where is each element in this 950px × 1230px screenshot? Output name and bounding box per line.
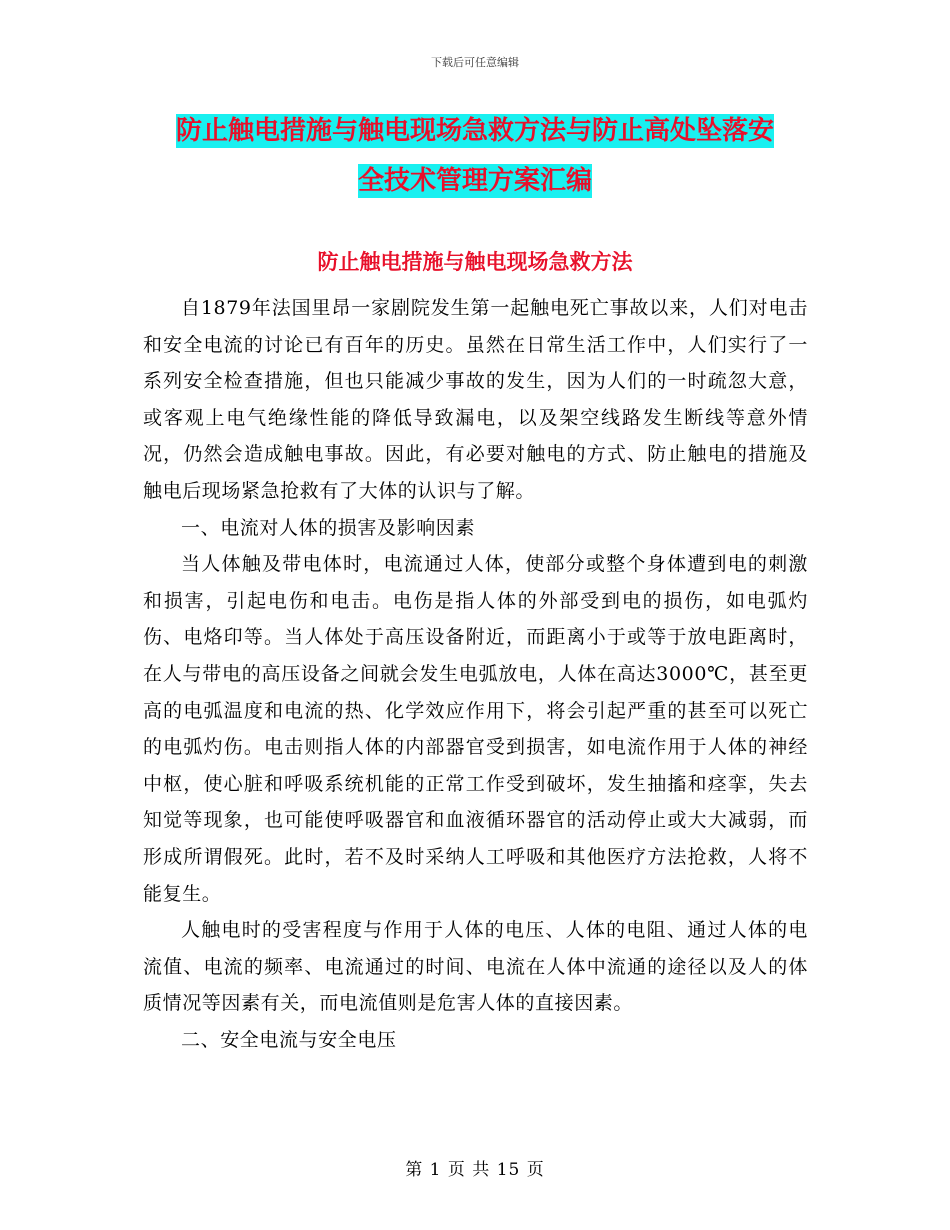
section-title: 防止触电措施与触电现场急救方法 [317,250,633,274]
page-number: 第 1 页 共 15 页 [405,1160,545,1180]
paragraph-current-harm: 当人体触及带电体时，电流通过人体，使部分或整个身体遭到电的刺激和损害，引起电伤和电击。电伤是指人体的外部受到电的损伤，如电弧灼伤、电烙印等。当人体处于高压设备附近，而距离小于或等于放电距离时，在人与带电的高压设备之间就会发生电弧放电，人体在高达3000℃，甚至更高的电弧温度和电流的热、化学效应作用下，将会引起严重的甚至可以死亡的电弧灼伤。电击则指人体的内部器官受到损害，如电流作用于人体的神经中枢，使心脏和呼吸系统机能的正常工作受到破坏，发生抽搐和痉挛，失去知觉等现象，也可能使呼吸器官和血液循环器官的活动停止或大大减弱，而形成所谓假死。此时，若不及时采纳人工呼吸和其他医疗方法抢救，人将不能复生。 [143,553,808,905]
title-line-1: 防止触电措施与触电现场急救方法与防止高处坠落安 [175,116,774,146]
paragraph-influence-factors: 人触电时的受害程度与作用于人体的电压、人体的电阻、通过人体的电流值、电流的频率、电流通过的时间、电流在人体中流通的途径以及人的体质情况等因素有关，而电流值则是危害人体的直接因素。 [143,919,808,1015]
heading-safe-current: 二、安全电流与安全电压 [181,1028,397,1051]
title-line-2: 全技术管理方案汇编 [357,166,592,196]
paragraph-intro: 自1879年法国里昂一家剧院发生第一起触电死亡事故以来，人们对电击和安全电流的讨论已有百年的历史。虽然在日常生活工作中，人们实行了一系列安全检查措施，但也只能减少事故的发生，因为人们的一时疏忽大意，或客观上电气绝缘性能的降低导致漏电，以及架空线路发生断线等意外情况，仍然会造成触电事故。因此，有必要对触电的方式、防止触电的措施及触电后现场紧急抢救有了大体的认识与了解。 [143,297,808,502]
document-title [150,106,800,206]
document-body [143,290,808,1058]
heading-current-harm: 一、电流对人体的损害及影响因素 [181,516,476,539]
header-note: 下载后可任意编辑 [431,56,519,69]
